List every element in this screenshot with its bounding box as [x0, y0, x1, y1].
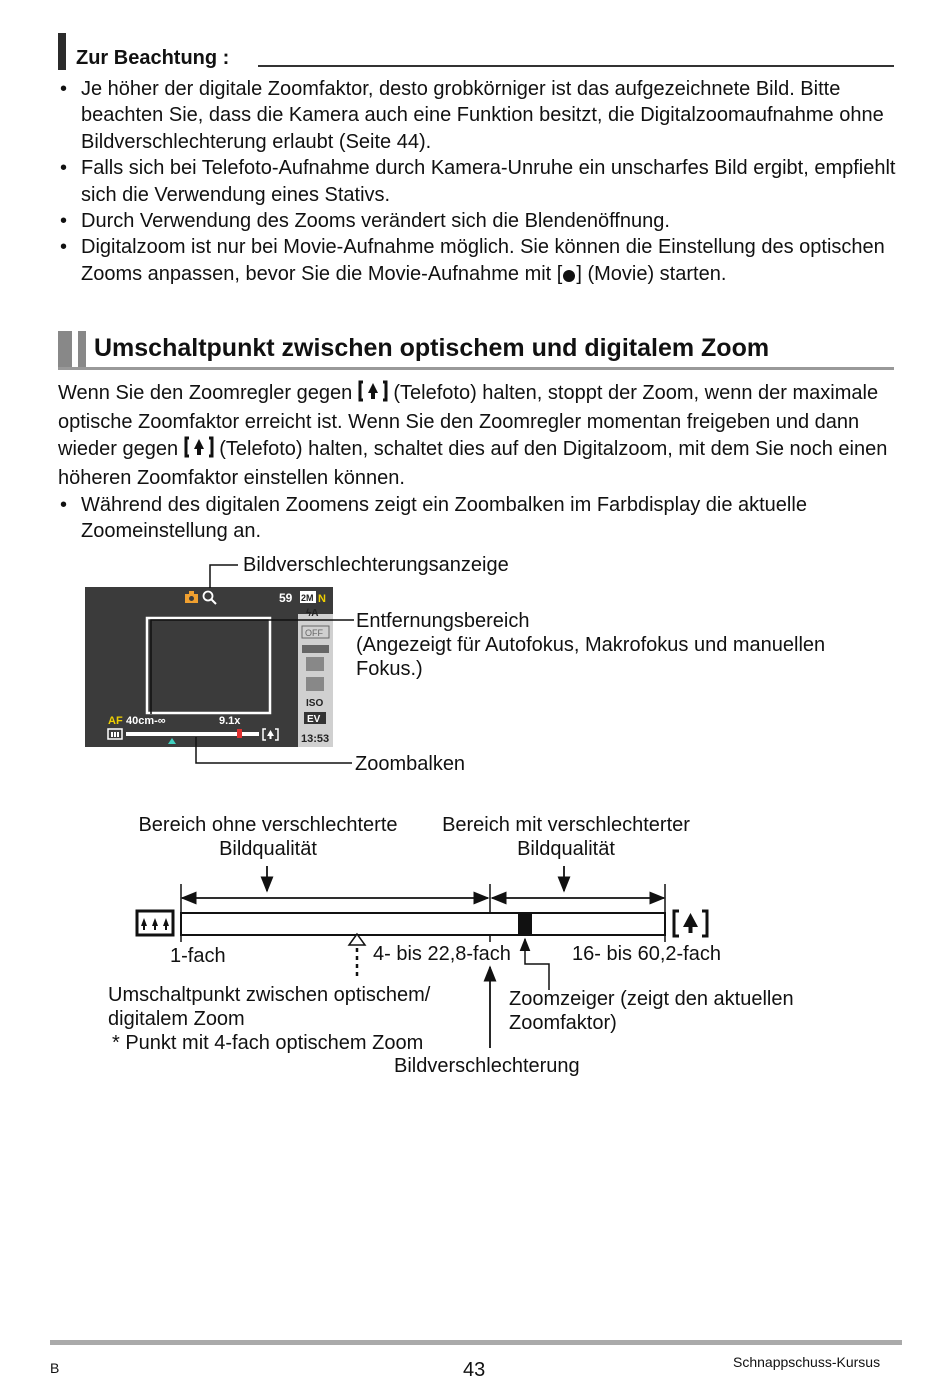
telephoto-bracket-icon: [358, 380, 388, 409]
note-item-3: • Durch Verwendung des Zooms verändert sich die Blendenöffnung.: [58, 208, 903, 234]
ev-text: EV: [307, 714, 321, 725]
heading-bar-wide: [58, 331, 72, 367]
section-title: Umschaltpunkt zwischen optischem und digitalem Zoom: [94, 334, 770, 362]
bullet-dot: •: [60, 493, 68, 516]
page-number: 43: [463, 1359, 486, 1381]
section-bullet: [58, 492, 908, 545]
region-left-label-2: Bildqualität: [219, 838, 317, 860]
section-bullet-text: Während des digitalen Zoomens zeigt ein Zoombalken im Farbdisplay die aktuelle Zoomeinstellung an.: [81, 493, 807, 543]
note-item-4-text-a: Digitalzoom ist nur bei Movie-Aufnahme möglich. Sie können die Einstellung des optischen Zooms anpassen, bevor Sie die Movie-Aufnahme mit [: [81, 236, 885, 285]
footer-rule: [50, 1340, 902, 1345]
switch-label-3: * Punkt mit 4-fach optischem Zoom: [112, 1032, 424, 1054]
distance-note-1: (Angezeigt für Autofokus, Makrofokus und manuellen: [356, 634, 826, 656]
off-badge-text: OFF: [305, 628, 323, 638]
note-title: Zur Beachtung :: [76, 47, 230, 69]
focus-range-text: 40cm-∞: [126, 715, 166, 727]
time-text: 13:53: [301, 733, 330, 745]
region-right-label-2: Bildqualität: [517, 838, 615, 860]
section-paragraph: [58, 380, 908, 544]
note-item-4-text-b: ] (Movie) starten.: [576, 262, 727, 285]
footer-left-mark: B: [50, 1360, 60, 1376]
region-right-label-1: Bereich mit verschlechterter: [442, 814, 690, 836]
metering-icon: [302, 645, 329, 653]
note-marker-bar: [58, 33, 66, 70]
zoombar-callout: Zoombalken: [355, 753, 466, 775]
zoom-bar-pointer: [237, 729, 242, 738]
shots-remaining: 59: [279, 591, 293, 605]
telephoto-icon: [674, 911, 707, 936]
mark-1x-label: 1-fach: [170, 945, 226, 967]
mark-mid-label: 4- bis 22,8-fach: [373, 943, 511, 965]
af-text: AF: [108, 715, 123, 727]
switch-label-2: digitalem Zoom: [108, 1008, 245, 1030]
section-heading: [58, 331, 894, 369]
pointer-label-1: Zoomzeiger (zeigt den aktuellen: [509, 988, 794, 1010]
degradation-callout: Bildverschlechterungsanzeige: [243, 554, 509, 576]
wide-angle-icon: [137, 911, 173, 935]
telephoto-bracket-icon-2: [184, 436, 214, 465]
note-item-4: [58, 234, 903, 290]
switch-label-1: Umschaltpunkt zwischen optischem/: [108, 984, 431, 1006]
distance-callout: Entfernungsbereich: [356, 610, 530, 632]
flash-mode-text: ϟA: [306, 608, 319, 619]
note-list: [58, 76, 903, 290]
para-text-b: (Telefoto) halten, stoppt der Zoom, wenn der maximale optische Zoomfaktor erreicht ist. Wenn Sie den Zoomregler momentan freigeben und dann wieder gegen: [58, 382, 879, 460]
camera-screen-figure: [0, 540, 950, 790]
degradation-label: Bildverschlechterung: [394, 1055, 580, 1077]
heading-bar-narrow: [78, 331, 86, 367]
record-dot-icon: [562, 264, 576, 290]
heading-rule: [58, 367, 894, 370]
image-size-text: 2M: [301, 593, 314, 603]
distance-note-2: Fokus.): [356, 658, 423, 680]
continuous-icon: [306, 677, 324, 691]
face-detect-icon: [306, 657, 324, 671]
region-left-label-1: Bereich ohne verschlechterte: [138, 814, 398, 836]
quality-text: N: [318, 593, 326, 605]
zoom-pointer: [518, 913, 532, 935]
iso-text: ISO: [306, 698, 324, 709]
mark-high-label: 16- bis 60,2-fach: [572, 943, 721, 965]
note-item-2: • Falls sich bei Telefoto-Aufnahme durch Kamera-Unruhe ein unscharfes Bild ergibt, empfiehlt sich die Verwendung eines Stativs.: [58, 155, 903, 208]
degradation-leader: [210, 565, 238, 588]
zoom-bar: [181, 913, 665, 935]
footer-chapter: Schnappschuss-Kursus: [733, 1354, 881, 1370]
note-item-1: • Je höher der digitale Zoomfaktor, desto grobkörniger ist das aufgezeichnete Bild. Bitte beachten Sie, dass die Kamera auch eine Funktion besitzt, die Digitalzoomaufnahme ohne Bildverschlechterung erlaubt (Seite 44).: [58, 76, 903, 155]
pointer-leader: [525, 939, 549, 990]
para-text-a: Wenn Sie den Zoomregler gegen: [58, 382, 358, 404]
para-text-c: (Telefoto) halten, schaltet dies auf den Digitalzoom, mit dem Sie noch einen höheren Zoomfaktor einstellen können.: [58, 437, 888, 490]
note-title-rule: [258, 65, 894, 67]
zoom-factor-text: 9.1x: [219, 715, 241, 727]
pointer-label-2: Zoomfaktor): [509, 1012, 617, 1034]
